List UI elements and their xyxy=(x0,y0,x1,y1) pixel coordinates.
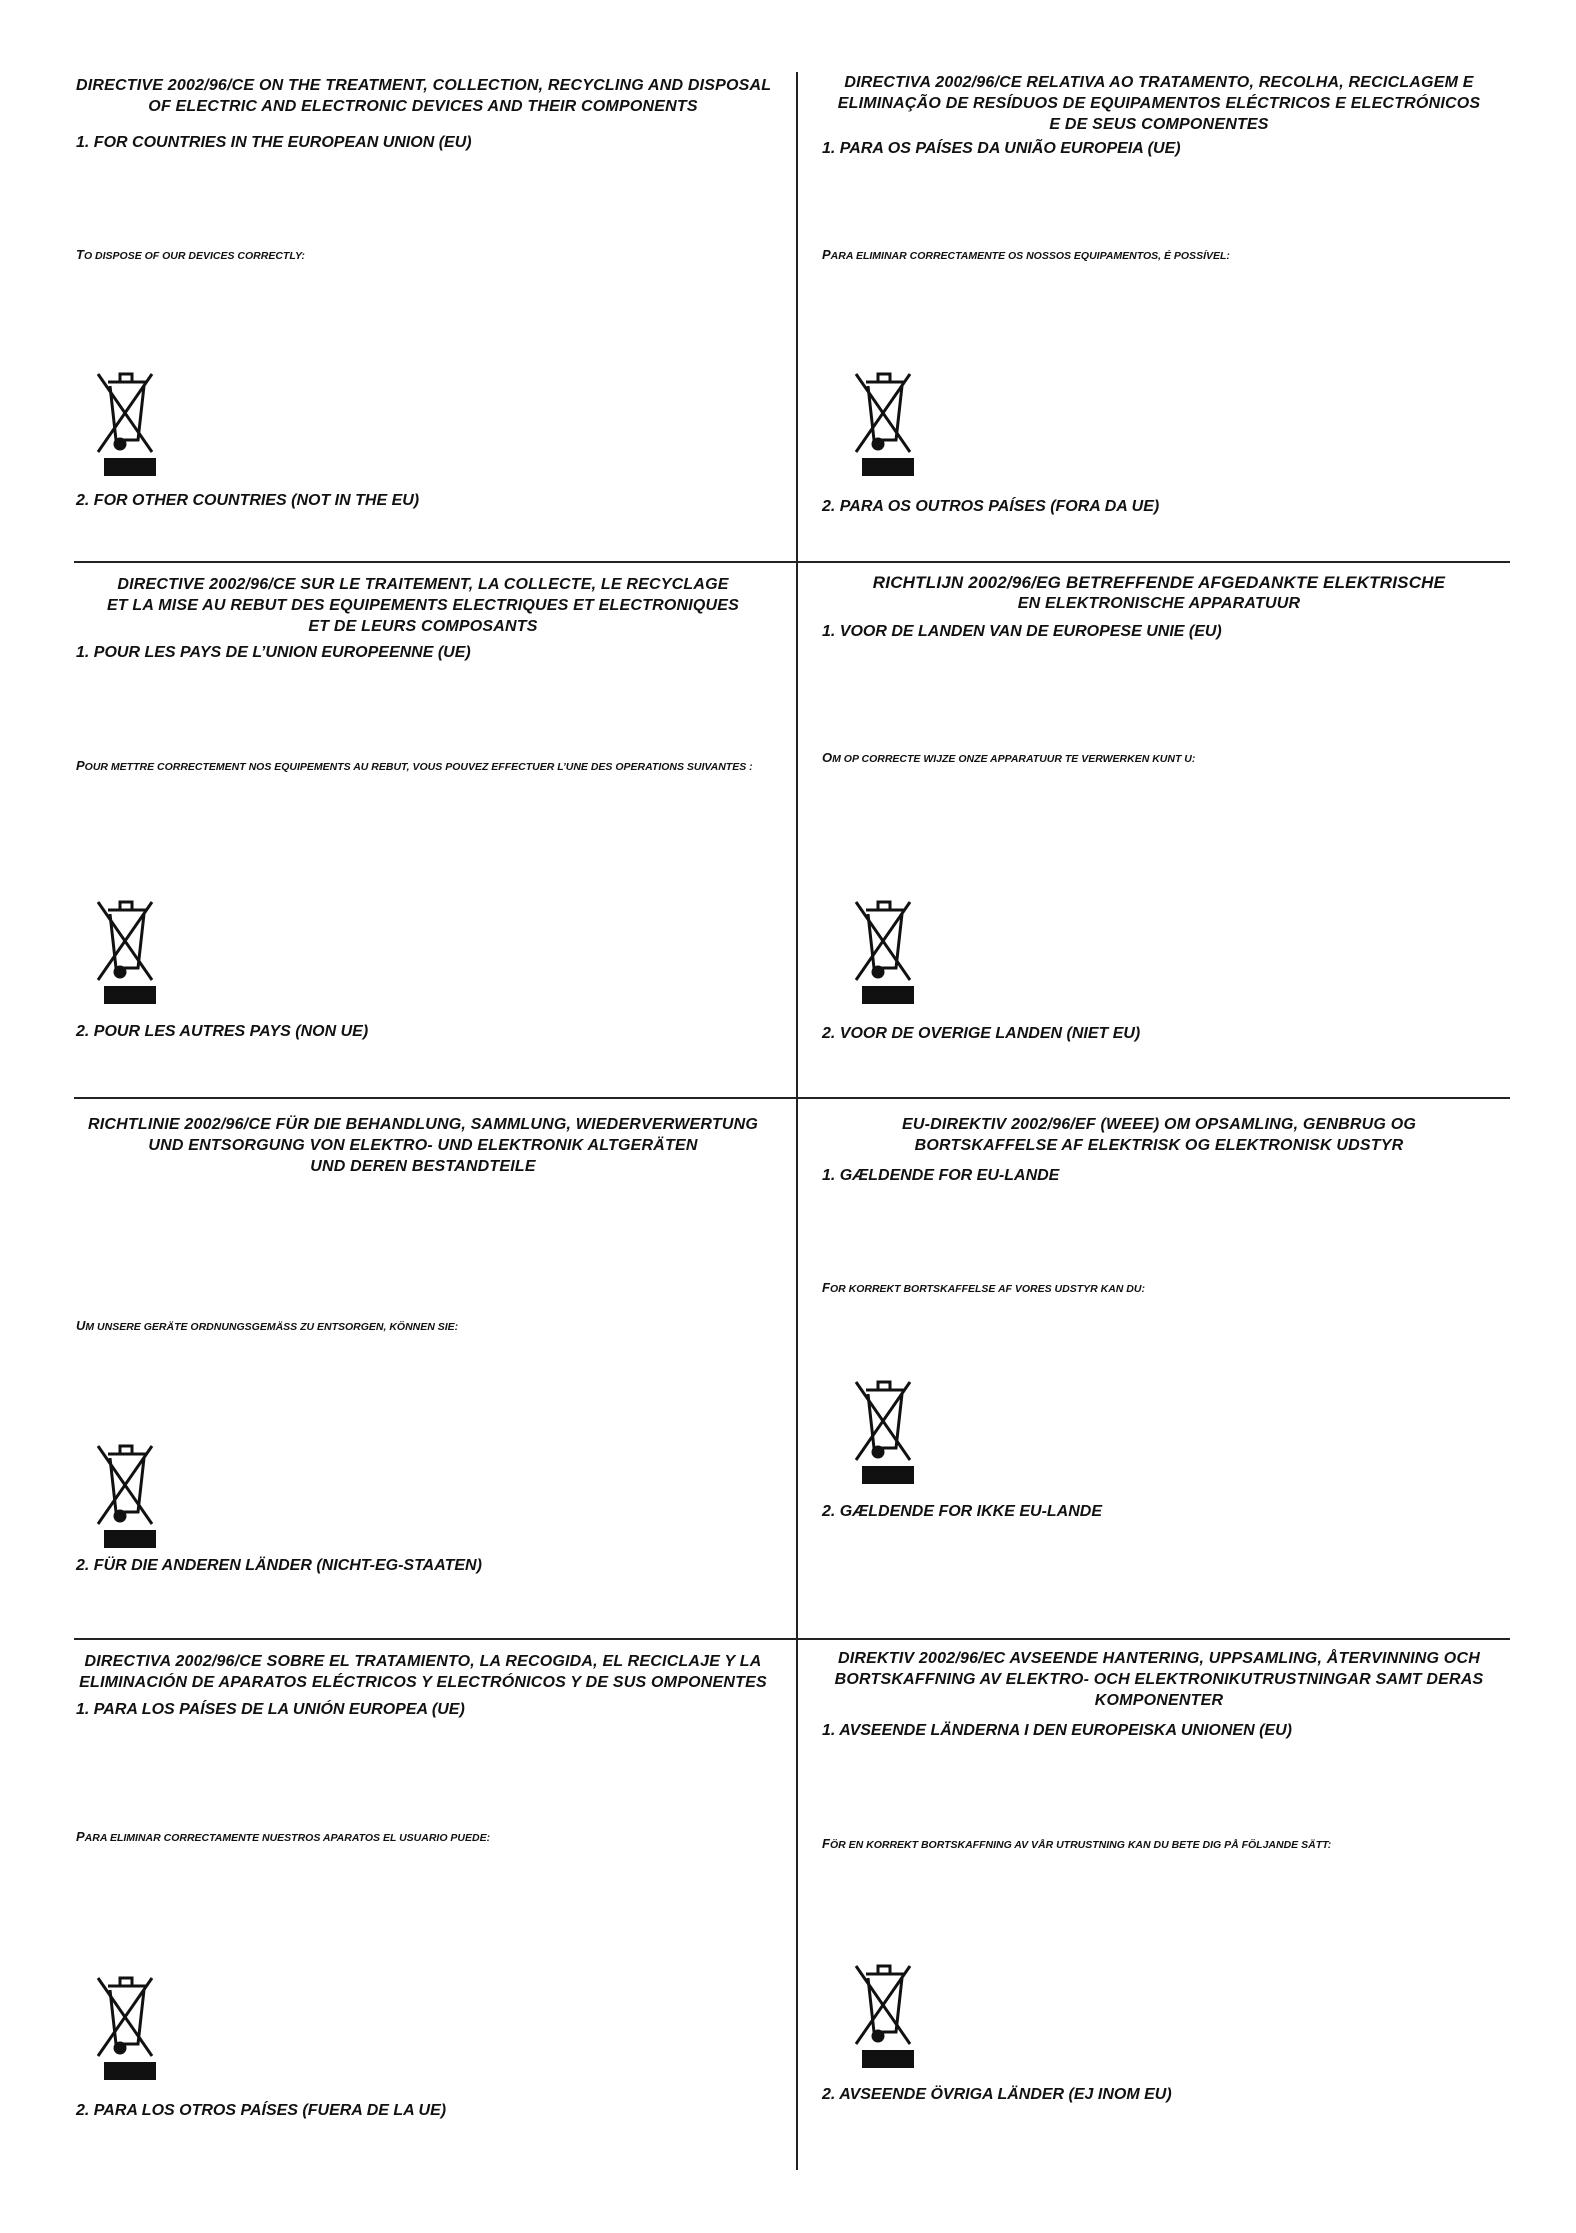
intro-text: OM OP CORRECTE WIJZE ONZE APPARATUUR TE VERWERKEN KUNT U: xyxy=(822,750,1196,765)
row-divider xyxy=(74,561,1510,563)
intro-text: FOR KORREKT BORTSKAFFELSE AF VORES UDSTYR KAN DU: xyxy=(822,1280,1145,1295)
other-heading: 2. FOR OTHER COUNTRIES (NOT IN THE EU) xyxy=(76,492,420,509)
eu-heading: 1. POUR LES PAYS DE L’UNION EUROPEENNE (UE) xyxy=(76,644,471,661)
other-heading: 2. FÜR DIE ANDEREN LÄNDER (NICHT-EG-STAATEN) xyxy=(76,1557,482,1574)
weee-crossed-bin-icon xyxy=(94,1442,166,1554)
other-heading: 2. GÆLDENDE FOR IKKE EU-LANDE xyxy=(822,1503,1103,1520)
intro-text: UM UNSERE GERÄTE ORDNUNGSGEMÄSS ZU ENTSORGEN, KÖNNEN SIE: xyxy=(76,1318,459,1333)
title-line: UND ENTSORGUNG VON ELEKTRO- UND ELEKTRONIK ALTGERÄTEN xyxy=(148,1137,698,1154)
title-line: OF ELECTRIC AND ELECTRONIC DEVICES AND THEIR COMPONENTS xyxy=(148,98,698,115)
intro-text: POUR METTRE CORRECTEMENT NOS EQUIPEMENTS AU REBUT, VOUS POUVEZ EFFECTUER L’UNE DES OPERATIONS SUIVANTES : xyxy=(76,758,753,773)
other-heading: 2. AVSEENDE ÖVRIGA LÄNDER (EJ INOM EU) xyxy=(822,2086,1172,2103)
row-divider xyxy=(74,1638,1510,1640)
intro-text: TO DISPOSE OF OUR DEVICES CORRECTLY: xyxy=(76,247,305,262)
weee-crossed-bin-icon xyxy=(852,370,924,482)
weee-bar xyxy=(104,458,156,476)
other-heading: 2. VOOR DE OVERIGE LANDEN (NIET EU) xyxy=(822,1025,1141,1042)
title-line: BORTSKAFFELSE AF ELEKTRISK OG ELEKTRONISK UDSTYR xyxy=(914,1137,1404,1154)
title-line: DIRECTIVA 2002/96/CE SOBRE EL TRATAMIENTO, LA RECOGIDA, EL RECICLAJE Y LA xyxy=(84,1653,762,1670)
title-line: DIRECTIVA 2002/96/CE RELATIVA AO TRATAMENTO, RECOLHA, RECICLAGEM E xyxy=(844,74,1474,91)
row-divider xyxy=(74,1097,1510,1099)
other-heading: 2. POUR LES AUTRES PAYS (NON UE) xyxy=(76,1023,369,1040)
title-line: E DE SEUS COMPONENTES xyxy=(1049,116,1269,133)
title-line: ELIMINAÇÃO DE RESÍDUOS DE EQUIPAMENTOS ELÉCTRICOS E ELECTRÓNICOS xyxy=(837,95,1481,112)
title-line: ELIMINACIÓN DE APARATOS ELÉCTRICOS Y ELECTRÓNICOS Y DE SUS OMPONENTES xyxy=(79,1674,767,1691)
weee-crossed-bin-icon xyxy=(852,898,924,1010)
title-line: DIRECTIVE 2002/96/CE ON THE TREATMENT, COLLECTION, RECYCLING AND DISPOSAL xyxy=(76,77,772,94)
title-line: RICHTLINIE 2002/96/CE FÜR DIE BEHANDLUNG, SAMMLUNG, WIEDERVERWERTUNG xyxy=(88,1116,758,1133)
weee-bar xyxy=(104,986,156,1004)
weee-bar xyxy=(862,2050,914,2068)
weee-crossed-bin-icon xyxy=(94,1974,166,2086)
section-title xyxy=(812,1114,1506,1156)
weee-crossed-bin-icon xyxy=(852,1962,924,2074)
eu-heading: 1. VOOR DE LANDEN VAN DE EUROPESE UNIE (EU) xyxy=(822,623,1222,640)
section-title xyxy=(76,1651,770,1693)
other-heading: 2. PARA OS OUTROS PAÍSES (FORA DA UE) xyxy=(822,498,1160,515)
title-line: KOMPONENTER xyxy=(1094,1692,1224,1709)
eu-heading: 1. FOR COUNTRIES IN THE EUROPEAN UNION (EU) xyxy=(76,134,472,151)
intro-text: FÖR EN KORREKT BORTSKAFFNING AV VÅR UTRUSTNING KAN DU BETE DIG PÅ FÖLJANDE SÄTT: xyxy=(822,1836,1332,1851)
title-line: RICHTLIJN 2002/96/EG BETREFFENDE AFGEDANKTE ELEKTRISCHE xyxy=(872,573,1446,592)
center-divider xyxy=(796,72,798,2170)
weee-bar xyxy=(104,2062,156,2080)
section-title xyxy=(76,1114,770,1177)
title-line: DIREKTIV 2002/96/EC AVSEENDE HANTERING, UPPSAMLING, ÅTERVINNING OCH xyxy=(838,1650,1480,1667)
title-line: DIRECTIVE 2002/96/CE SUR LE TRAITEMENT, LA COLLECTE, LE RECYCLAGE xyxy=(117,576,729,593)
eu-heading: 1. GÆLDENDE FOR EU-LANDE xyxy=(822,1167,1060,1184)
weee-bar xyxy=(862,458,914,476)
section-title xyxy=(76,75,770,117)
intro-text: PARA ELIMINAR CORRECTAMENTE NUESTROS APARATOS EL USUARIO PUEDE: xyxy=(76,1829,491,1844)
title-line: ET LA MISE AU REBUT DES EQUIPEMENTS ELECTRIQUES ET ELECTRONIQUES xyxy=(106,597,740,614)
section-title xyxy=(812,1648,1506,1711)
weee-bar xyxy=(862,986,914,1004)
eu-heading: 1. PARA LOS PAÍSES DE LA UNIÓN EUROPEA (UE) xyxy=(76,1701,465,1718)
weee-bar xyxy=(104,1530,156,1548)
weee-crossed-bin-icon xyxy=(94,898,166,1010)
title-line: EN ELEKTRONISCHE APPARATUUR xyxy=(1017,595,1301,612)
eu-heading: 1. PARA OS PAÍSES DA UNIÃO EUROPEIA (UE) xyxy=(822,140,1181,157)
weee-bar xyxy=(862,1466,914,1484)
weee-crossed-bin-icon xyxy=(94,370,166,482)
section-title xyxy=(812,72,1506,135)
title-line: BORTSKAFFNING AV ELEKTRO- OCH ELEKTRONIKUTRUSTNINGAR SAMT DERAS xyxy=(834,1671,1484,1688)
title-line: ET DE LEURS COMPOSANTS xyxy=(308,618,538,635)
intro-text: PARA ELIMINAR CORRECTAMENTE OS NOSSOS EQUIPAMENTOS, É POSSÍVEL: xyxy=(822,247,1230,262)
other-heading: 2. PARA LOS OTROS PAÍSES (FUERA DE LA UE) xyxy=(76,2102,447,2119)
eu-heading: 1. AVSEENDE LÄNDERNA I DEN EUROPEISKA UNIONEN (EU) xyxy=(822,1722,1292,1739)
section-title xyxy=(76,574,770,637)
title-line: EU-DIREKTIV 2002/96/EF (WEEE) OM OPSAMLING, GENBRUG OG xyxy=(902,1116,1416,1133)
weee-crossed-bin-icon xyxy=(852,1378,924,1490)
section-title xyxy=(812,572,1506,614)
title-line: UND DEREN BESTANDTEILE xyxy=(310,1158,536,1175)
